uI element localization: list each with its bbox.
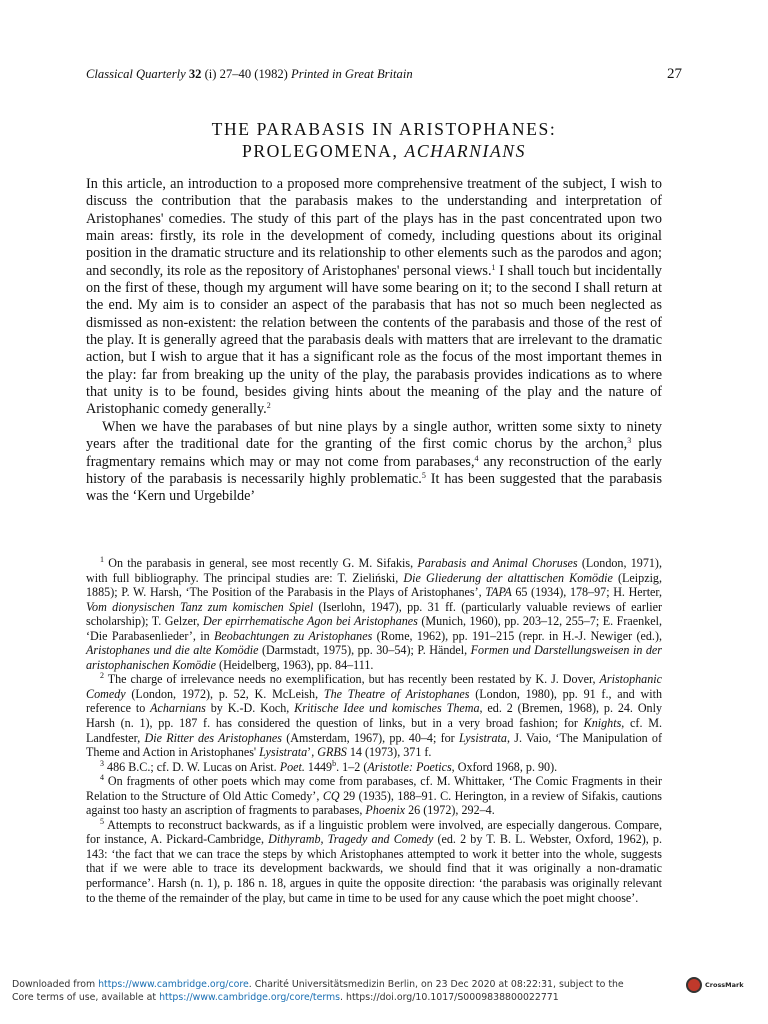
body-text-span: In this article, an introduction to a proposed more comprehensive treatment of the subject, I wish to discuss the contribution that the parabasis makes to the understanding and interpretation of Aristophanes' comedies. The study of this part of the plays has in the past concentrated upon two main areas: firstly, its role in the development of comedy, including questions about its original position in the dramatic structure and its relationship to other elements such as the parodos and agon; and secondly, its role as the repository of Aristophanes' personal views. (86, 176, 662, 279)
footnote-title: Acharnians (150, 701, 206, 716)
title-line-1: THE PARABASIS IN ARISTOPHANES: (211, 119, 557, 139)
footnote-text: On the parabasis in general, see most recently G. M. Sifakis, (104, 556, 418, 570)
footnote-title: CQ (322, 788, 340, 803)
footer-text: Core terms of use, available at (12, 992, 160, 1003)
footnote-text: , J. Vaio, ‘The Manipulation of Theme and Action in Aristophanes' (86, 730, 662, 760)
article-body (86, 176, 662, 506)
footnote-text: (Amsterdam, 1967), pp. 40–4; for (281, 730, 459, 745)
footnote-1 (86, 556, 662, 672)
footnote-title: GRBS (317, 745, 347, 760)
footnote-text: , Oxford 1968, p. 90). (451, 759, 558, 774)
footnote-title: Beobachtungen zu Aristophanes (214, 628, 373, 643)
running-head (86, 64, 682, 84)
footnote-title: Aristophanic Comedy (86, 672, 662, 701)
footnote-text: by K.-D. Koch, (205, 701, 295, 716)
body-text-span: plus fragmentary remains which may or may not come from parabases, (86, 436, 662, 470)
footnote-2 (86, 672, 662, 759)
title-play-name: ACHARNIANS (404, 141, 527, 161)
footnote-text: 65 (1934), 178–97; H. Herter, (511, 585, 662, 600)
body-paragraph-1 (86, 176, 662, 419)
footnote-title: Kritische Idee und komisches Thema (294, 701, 480, 716)
footnote-number: 5 (100, 816, 104, 826)
footnote-ref[interactable]: 5 (421, 470, 426, 480)
footnote-title: Formen und Darstellungsweisen in der aristophanischen Komödie (86, 643, 662, 672)
footnote-5 (86, 818, 662, 905)
footnote-title: Die Ritter des Aristophanes (144, 730, 282, 745)
cambridge-core-link[interactable]: https://www.cambridge.org/core (98, 979, 249, 990)
footnote-superscript: b (332, 758, 337, 768)
footnote-4 (86, 774, 662, 818)
footnote-text: Attempts to reconstruct backwards, as if a linguistic problem were involved, are especially dangerous. Compare, for instance, A. Pickard-Cambridge, (86, 817, 662, 847)
page-number: 27 (667, 66, 682, 82)
footnote-title: The Theatre of Aristophanes (323, 686, 470, 701)
footnote-number: 3 (100, 758, 104, 768)
footnote-text: 1449 (304, 759, 333, 774)
footnote-title: Vom dionysischen Tanz zum komischen Spiel (86, 599, 314, 614)
footnote-text: (ed. 2 by T. B. L. Webster, Oxford, 1962), p. 143: ‘the fact that we can trace the steps by which Aristophanes attempted to work it better into the whole, suggests that if we were able to trace its development backwards, we should find that it was originally a non-dramatic performance’. Harsh (n. 1), p. 186 n. 18, argues in quite the opposite direction: ‘the parabasis was originally relevant to the theme of the remainder of the play, but came in time to be used for any cause which the poet might choose’. (86, 832, 662, 905)
footnote-title: Lysistrata (259, 745, 308, 760)
body-text-span: When we have the parabases of but nine plays by a single author, written some sixty to ninety years after the traditional date for the granting of the first comic chorus by the archon, (86, 418, 662, 453)
footnote-title: Aristophanes und die alte Komödie (86, 643, 259, 658)
footer-line-2 (12, 991, 752, 1004)
article-title (86, 118, 682, 162)
footnote-text: (Rome, 1962), pp. 191–215 (repr. in H.-J. Newiger (ed.), (372, 628, 662, 643)
footer-line-1 (12, 978, 752, 991)
body-paragraph-2 (86, 419, 662, 506)
footnote-text: 29 (1935), 188–91. C. Herington, in a review of Sifakis, cautions against too hasty an ascription of fragments to parabases, (86, 788, 663, 818)
body-text-span: I shall touch but incidentally on the first of these, though my argument will have some bearing on it; to the second I shall return at the end. My aim is to consider an aspect of the parabasis that has not so much been neglected as dismissed as non-existent: the relation between the contents of the parabasis and those of the rest of the play. It is generally agreed that the parabasis deals with matters that are irrelevant to the dramatic action, but I wish to argue that it has a significant role as the focus of the most important themes in the play: far from breaking up the unity of the play, the parabasis provides indications as to where that unity is to be found, besides giving hints about the meaning of the play and the nature of Aristophanic comedy generally. (86, 262, 662, 418)
footnote-title: TAPA (485, 585, 512, 600)
footer-doi: . https://doi.org/10.1017/S0009838800022771 (340, 992, 559, 1003)
footnote-title: Dithyramb, Tragedy and Comedy (268, 832, 434, 847)
footnote-text: 26 (1972), 292–4. (405, 803, 495, 818)
footnote-text: (London, 1971), with full bibliography. The principal studies are: T. Zieliński, (86, 556, 662, 585)
footnote-number: 2 (100, 671, 104, 681)
footnote-text: 486 B.C.; cf. D. W. Lucas on Arist. (104, 759, 280, 774)
footnote-number: 1 (100, 555, 104, 564)
core-terms-link[interactable]: https://www.cambridge.org/core/terms (159, 992, 341, 1003)
body-text-span: It has been suggested that the parabasis was the ‘Kern und Urgebilde’ (86, 470, 662, 505)
journal-volume: 32 (188, 67, 202, 81)
footnote-text: , ed. 2 (Bremen, 1968), p. 24. Only Harsh (n. 1), pp. 187 f. has considered the question of links, but in a very broad fashion; for (86, 701, 663, 731)
printed-in: Printed in Great Britain (291, 67, 413, 81)
footnote-ref[interactable]: 2 (266, 401, 271, 411)
footnote-text: (Leipzig, 1885); P. W. Harsh, ‘The Position of the Parabasis in the Plays of Aristophanes’, (86, 570, 662, 600)
footnote-ref[interactable]: 4 (474, 453, 479, 463)
footnote-title: Lysistrata (458, 730, 507, 745)
footer-text: . Charité Universitätsmedizin Berlin, on 23 Dec 2020 at 08:22:31, subject to the (248, 979, 624, 990)
footnote-title: Die Gliederung der altattischen Komödie (403, 570, 613, 585)
footnote-text: (London, 1980), pp. 91 f., and with reference to (86, 686, 662, 716)
footnote-ref[interactable]: 1 (491, 262, 496, 272)
footer-text: Downloaded from (12, 979, 99, 990)
footnote-3 (86, 760, 662, 775)
crossmark-icon (686, 977, 702, 993)
footnotes (86, 556, 662, 905)
footnote-text: ’, (307, 745, 318, 760)
footnote-title: Phoenix (365, 803, 406, 818)
footnote-title: Poet. (279, 759, 305, 774)
journal-name: Classical Quarterly (86, 67, 186, 81)
crossmark-label: CrossMark (705, 980, 744, 989)
title-line-2-prefix: PROLEGOMENA, (241, 141, 405, 161)
footnote-text: On fragments of other poets which may come from parabases, cf. M. Whittaker, ‘The Comic Fragments in their Relation to the Structure of Old Attic Comedy’, (86, 774, 662, 803)
footnote-text: . 1–2 ( (336, 759, 368, 774)
footnote-text: (Darmstadt, 1975), pp. 30–54); P. Händel, (258, 643, 471, 658)
footnote-title: Der epirrhematische Agon bei Aristophanes (203, 614, 418, 629)
footnote-text: , cf. M. Landfester, (86, 716, 662, 745)
body-text-span: any reconstruction of the early history of the parabasis is necessarily highly problematic. (86, 453, 662, 487)
footnote-title: Aristotle: Poetics (367, 759, 452, 774)
footnote-text: (London, 1972), p. 52, K. McLeish, (125, 686, 324, 701)
footnote-ref[interactable]: 3 (627, 436, 632, 446)
footnote-text: (Iserlohn, 1947), pp. 31 ff. (particularly valuable reviews of earlier scholarship); T. Gelzer, (86, 599, 663, 629)
footnote-title: Parabasis and Animal Choruses (417, 556, 578, 570)
footnote-text: The charge of irrelevance needs no exemplification, but has recently been restated by K. J. Dover, (104, 672, 600, 687)
footnote-number: 4 (100, 773, 104, 783)
issue-pages: (i) 27–40 (1982) (204, 67, 288, 81)
footnote-text: (Munich, 1960), pp. 203–12, 255–7; E. Fraenkel, ‘Die Parabasenlieder’, in (86, 614, 662, 643)
footnote-title: Knights (583, 716, 622, 731)
title-line-2 (86, 140, 682, 162)
footnote-text: (Heidelberg, 1963), pp. 84–111. (216, 657, 374, 672)
footnote-text: 14 (1973), 371 f. (346, 745, 432, 760)
crossmark-logo[interactable] (686, 978, 752, 992)
download-footer (12, 978, 752, 1004)
